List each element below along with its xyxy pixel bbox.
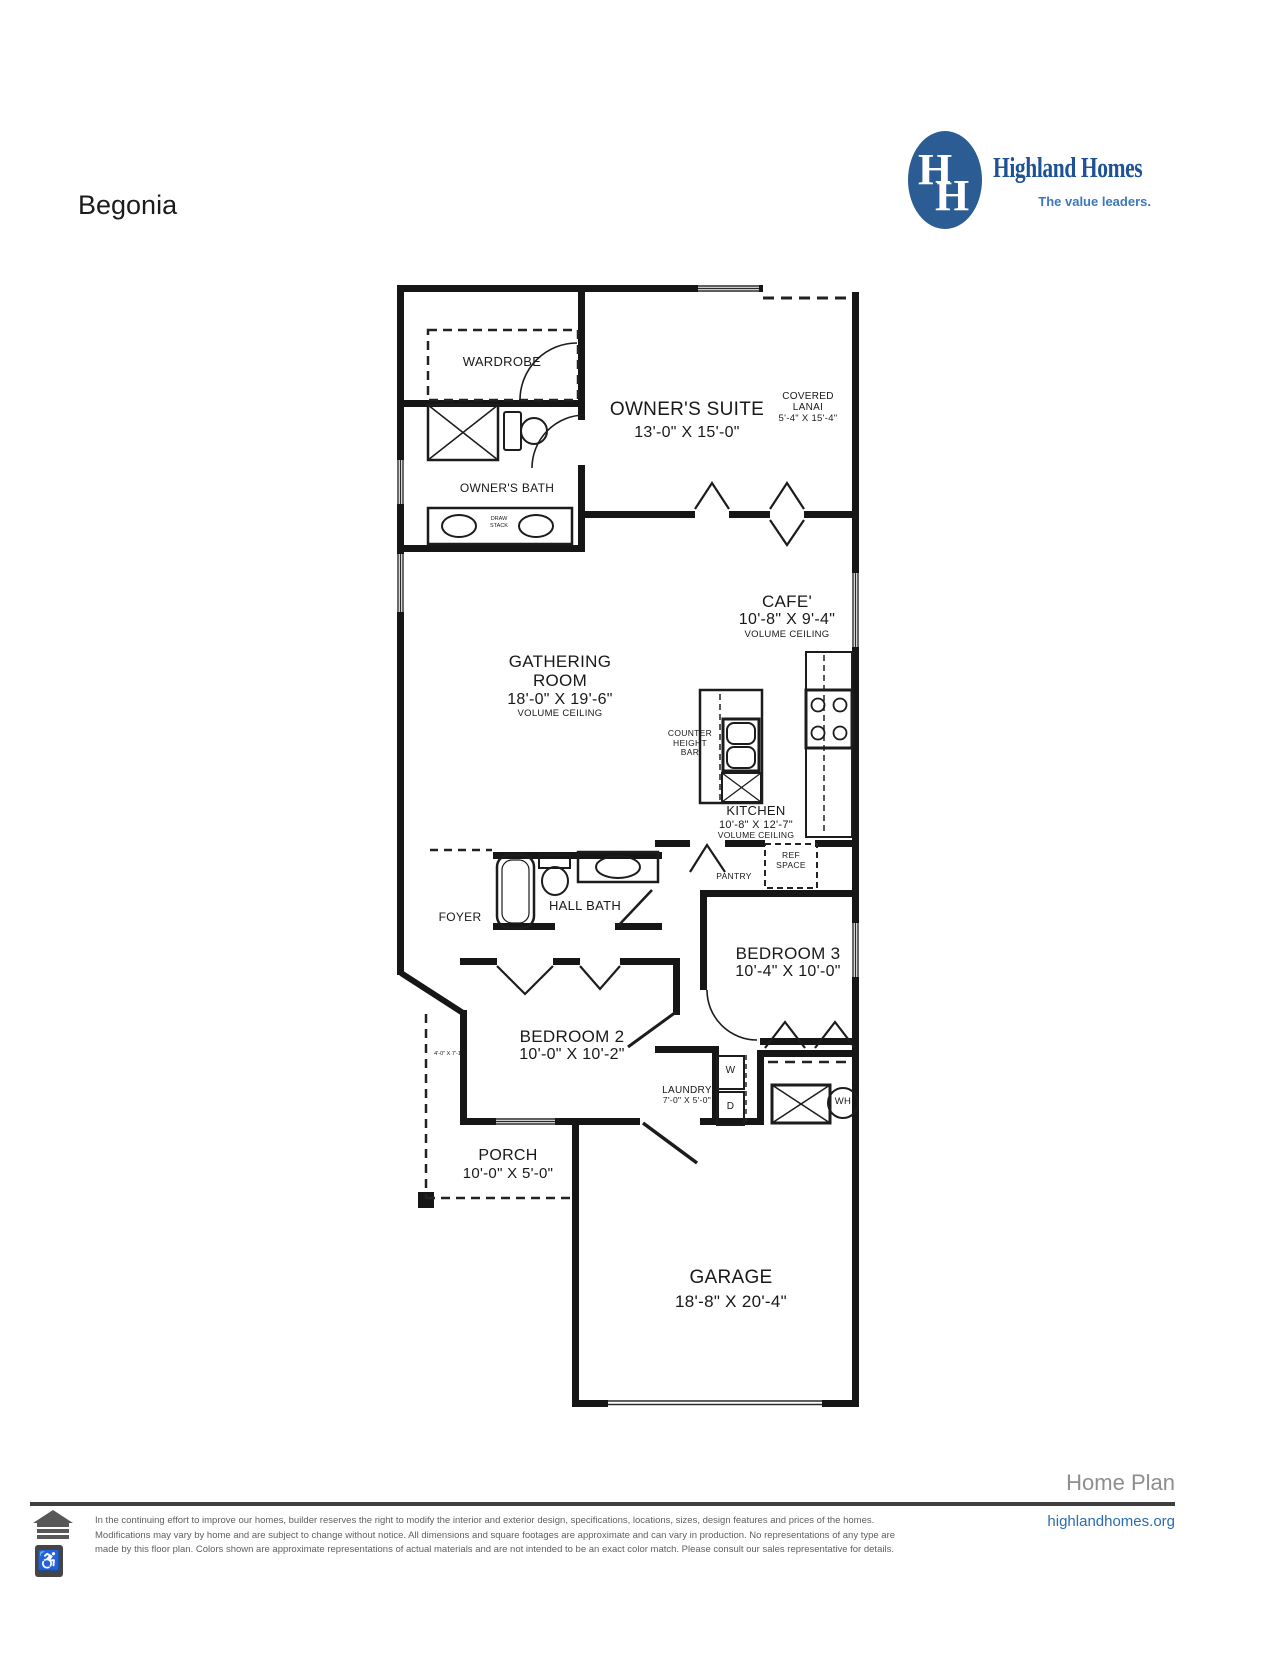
label-foyer: FOYER xyxy=(438,910,482,924)
label-laundry: LAUNDRY 7'-0" X 5'-0" xyxy=(662,1085,712,1106)
plan-type-label: Home Plan xyxy=(1066,1470,1175,1495)
label-counter-height-bar: COUNTER HEIGHT BAR xyxy=(667,728,713,758)
label-covered-lanai: COVERED LANAI 5'-4" X 15'-4" xyxy=(778,391,838,424)
label-owners-suite: OWNER'S SUITE 13'-0" X 15'-0" xyxy=(609,399,765,441)
disclaimer-text: In the continuing effort to improve our homes, builder reserves the right to modify the interior and exterior design, specifications, locations, sizes, design features and prices of the homes. Modifications may vary by home and are subject to change without notice. All dimensions and square footages are approximate and can vary in production. No representations of any type are made by this floor plan. Colors shown are approximate representations of actual materials and are not intended to be an exact color match. Please consult our sales representative for details. xyxy=(95,1515,896,1556)
entry-wall xyxy=(401,973,463,1013)
label-bedroom-2: BEDROOM 2 10'-0" X 10'-2" xyxy=(519,1027,625,1064)
label-porch: PORCH 10'-0" X 5'-0" xyxy=(462,1147,554,1183)
label-kitchen: KITCHEN 10'-8" X 12'-7" VOLUME CEILING xyxy=(717,803,795,841)
monogram-letter-1: H xyxy=(918,145,953,194)
windows xyxy=(395,283,861,1409)
footer-divider xyxy=(30,1502,1175,1506)
label-entry-closet-dims: 4'-0" X 7'-10" xyxy=(434,1051,466,1057)
fixtures xyxy=(428,343,858,1125)
brand-name: Highland Homes xyxy=(993,152,1143,184)
label-gathering-room: GATHERING ROOM 18'-0" X 19'-6" VOLUME CEILING xyxy=(507,652,613,719)
label-bedroom-3: BEDROOM 3 10'-4" X 10'-0" xyxy=(735,944,841,981)
label-owners-bath: OWNER'S BATH xyxy=(459,481,555,495)
label-water-heater: WH xyxy=(834,1096,852,1107)
label-washer: W xyxy=(725,1065,736,1076)
equal-housing-roof xyxy=(33,1510,73,1523)
brand-tagline: The value leaders. xyxy=(1038,194,1151,209)
website-link[interactable]: highlandhomes.org xyxy=(1047,1513,1175,1530)
equal-housing-body xyxy=(37,1523,69,1539)
label-drawer-stack: DRAW STACK xyxy=(490,516,508,529)
walls xyxy=(397,285,859,1407)
label-garage: GARAGE 18'-8" X 20'-4" xyxy=(675,1267,787,1311)
label-cafe: CAFE' 10'-8" X 9'-4" VOLUME CEILING xyxy=(738,592,836,640)
label-wardrobe: WARDROBE xyxy=(462,354,542,369)
label-hall-bath: HALL BATH xyxy=(548,898,622,913)
accessibility-icon: ♿ xyxy=(35,1545,63,1577)
page-title: Begonia xyxy=(78,190,178,220)
monogram-letter-2: H xyxy=(935,171,970,220)
label-pantry: PANTRY xyxy=(716,871,752,881)
label-dryer: D xyxy=(726,1101,735,1112)
equal-housing-icon xyxy=(33,1510,73,1539)
label-ref-space: REF SPACE xyxy=(776,850,806,870)
